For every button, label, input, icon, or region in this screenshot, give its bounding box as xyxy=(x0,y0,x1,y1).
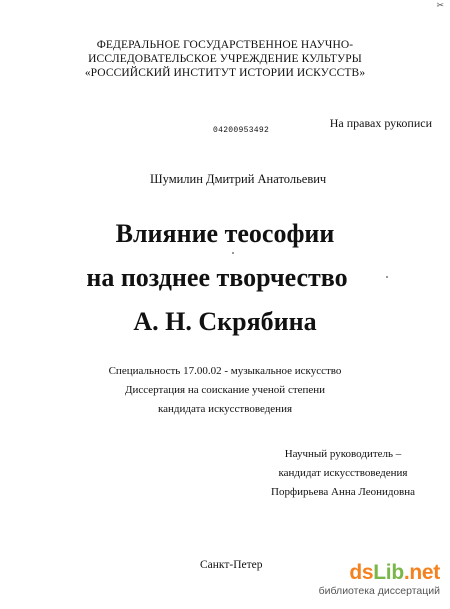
logo-ds: ds xyxy=(349,561,374,584)
title-line-3: А. Н. Скрябина xyxy=(133,307,317,336)
specialty-block xyxy=(0,362,450,419)
specialty-line-3: кандидата искусствоведения xyxy=(157,403,293,415)
org-line-3: «РОССИЙСКИЙ ИНСТИТУТ ИСТОРИИ ИСКУССТВ» xyxy=(84,67,366,79)
speck xyxy=(386,276,388,278)
dslib-subtitle: библиотека диссертаций xyxy=(318,585,440,597)
corner-mark: ✂ xyxy=(436,0,444,10)
organization-header xyxy=(0,38,450,80)
author-name: Шумилин Дмитрий Анатольевич xyxy=(150,172,327,186)
specialty-line-1: Специальность 17.00.02 - музыкальное искусство xyxy=(108,365,342,377)
advisor-line-2: кандидат искусствоведения xyxy=(278,467,408,479)
org-line-1: ФЕДЕРАЛЬНОЕ ГОСУДАРСТВЕННОЕ НАУЧНО- xyxy=(96,39,354,51)
advisor-block xyxy=(248,445,438,502)
speck xyxy=(232,252,234,254)
logo-net: .net xyxy=(403,561,440,584)
title-line-1: Влияние теософии xyxy=(115,219,335,248)
org-line-2: ИССЛЕДОВАТЕЛЬСКОЕ УЧРЕЖДЕНИЕ КУЛЬТУРЫ xyxy=(88,53,362,65)
document-code: 04200953492 xyxy=(213,126,270,135)
title-line-2: на позднее творчество xyxy=(86,263,348,292)
advisor-line-1: Научный руководитель – xyxy=(284,448,402,460)
specialty-line-2: Диссертация на соискание ученой степени xyxy=(124,384,326,396)
logo-lib: Lib xyxy=(373,561,404,584)
city: Санкт-Петер xyxy=(200,559,263,571)
advisor-line-3: Порфирьева Анна Леонидовна xyxy=(271,486,415,498)
manuscript-rights: На правах рукописи xyxy=(329,116,432,130)
dslib-watermark[interactable] xyxy=(319,562,440,597)
dslib-logo xyxy=(319,562,440,584)
